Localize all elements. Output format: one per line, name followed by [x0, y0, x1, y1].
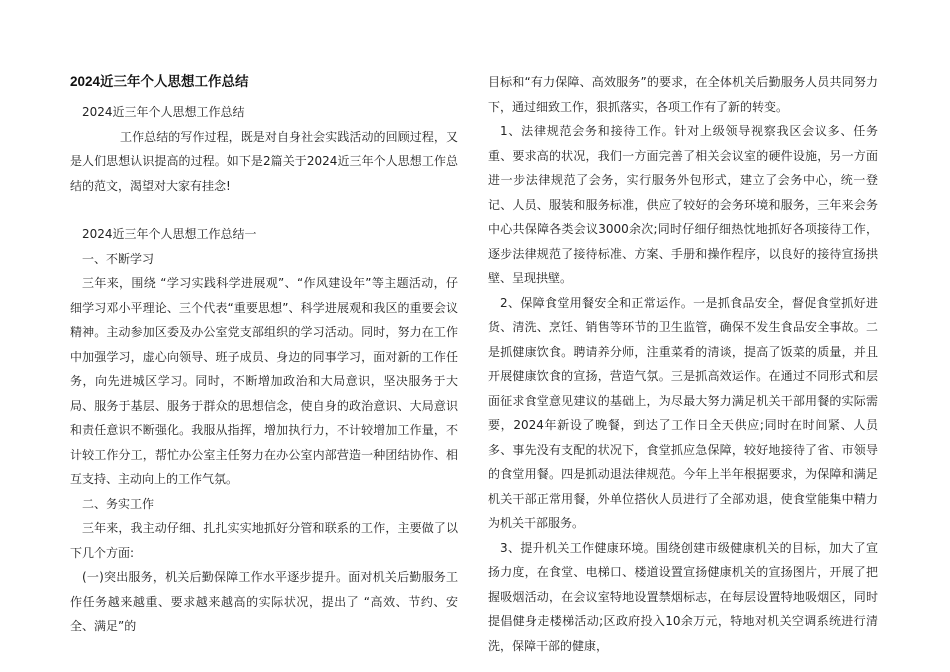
- left-column: [70, 70, 458, 639]
- section-title: 2024近三年个人思想工作总结一: [82, 227, 257, 241]
- heading-practical-work: 二、务实工作: [82, 496, 155, 511]
- heading-continuous-learning: 一、不断学习: [82, 251, 155, 266]
- blank-line: [70, 198, 458, 222]
- paragraph-continuation: 目标和“有力保障、高效服务”的要求，在全体机关后勤服务人员共同努力下，通过细致工作，狠抓落实，各项工作有了新的转变。: [488, 75, 878, 114]
- intro-paragraph: 工作总结的写作过程，既是对自身社会实践活动的回顾过程，又是人们思想认识提高的过程。如下是2篇关于2024近三年个人思想工作总结的范文，渴望对大家有挂念!: [70, 129, 458, 193]
- paragraph-healthy-environment: 3、提升机关工作健康环境。围绕创建市级健康机关的目标，加大了宣扬力度，在食堂、电梯口、楼道设置宣扬健康机关的宣扬图片，开展了把握吸烟活动，在会议室特地设置禁烟标志，在每层设置特地吸烟区，同时提倡健身走楼梯活动;区政府投入10余万元，特地对机关空调系统进行清洗，保障干部的健康，: [488, 540, 878, 653]
- document-title: 2024近三年个人思想工作总结: [70, 74, 249, 89]
- paragraph-meetings-reception: 1、法律规范会务和接待工作。针对上级领导视察我区会议多、任务重、要求高的状况，我们一方面完善了相关会议室的硬件设施，另一方面进一步法律规范了会务，实行服务外包形式，建立了会务中心，统一登记、人员、服装和服务标准，供应了较好的会务环境和服务，三年来会务中心共保障各类会议3000余次;同时仔细仔细热忱地抓好各项接待工作，逐步法律规范了接待标准、方案、手册和操作程序，以良好的接待宣扬拱壁、呈现拱壁。: [488, 124, 878, 285]
- paragraph-work-intro: 三年来，我主动仔细、扎扎实实地抓好分管和联系的工作，主要做了以下几个方面:: [70, 521, 458, 560]
- paragraph-canteen: 2、保障食堂用餐安全和正常运作。一是抓食品安全，督促食堂抓好进货、清洗、烹饪、销售等环节的卫生监管，确保不发生食品安全事故。二是抓健康饮食。聘请养分师，注重菜肴的清谈，提高了饭菜的质量，并且开展健康饮食的宣扬，营造气氛。三是抓高效运作。在通过不同形式和层面征求食堂意见建议的基础上，为尽最大努力满足机关干部用餐的实际需要，2024年新设了晚餐，到达了工作日全天供应;同时在时间紧、人员多、事先没有支配的状况下，食堂抓应急保障，较好地接待了省、市领导的食堂用餐。四是抓动退法律规范。今年上半年根据要求，为保障和满足机关干部正常用餐，外单位搭伙人员进行了全部劝退，使食堂能集中精力为机关干部服务。: [488, 295, 878, 530]
- right-column: [488, 70, 878, 658]
- paragraph-learning: 三年来，围绕 “学习实践科学进展观”、“作风建设年”等主题活动，仔细学习邓小平理论、三个代表“重要思想”、科学进展观和我区的重要会议精神。主动参加区委及办公室党支部组织的学习活动。同时，努力在工作中加强学习，虚心向领导、班子成员、身边的同事学习，面对新的工作任务，向先进城区学习。同时，不断增加政治和大局意识，坚决服务于大局、服务于基层、服务于群众的思想信念，使自身的政治意识、大局意识和责任意识不断强化。我服从指挥，增加执行力，不计较增加工作量，不计较工作分工，帮忙办公室主任努力在办公室内部营造一种团结协作、相互支持、主动向上的工作气氛。: [70, 276, 458, 486]
- document-subtitle: 2024近三年个人思想工作总结: [82, 105, 245, 119]
- paragraph-service: (一)突出服务，机关后勤保障工作水平逐步提升。面对机关后勤服务工作任务越来越重、要求越来越高的实际状况，提出了 “高效、节约、安全、满足”的: [70, 570, 458, 633]
